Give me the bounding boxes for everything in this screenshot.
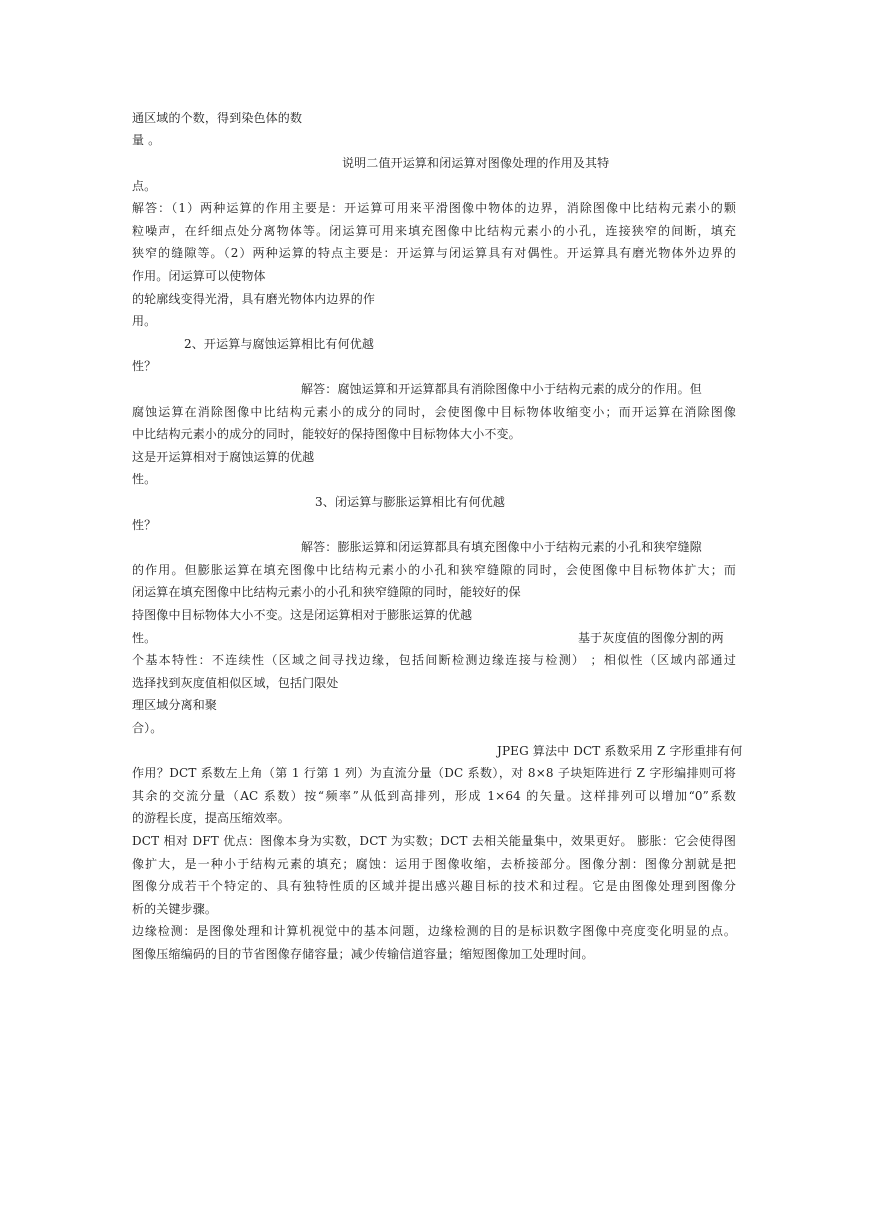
text-line: 个基本特性：不连续性（区域之间寻找边缘，包括间断检测边缘连接与检测） ；相似性（区域内部通过 (132, 653, 736, 667)
text-line: 性？ (132, 518, 157, 532)
text-line: 解答：腐蚀运算和开运算都具有消除图像中小于结构元素的成分的作用。但 (301, 382, 702, 396)
text-line: 腐蚀运算在消除图像中比结构元素小的成分的同时，会使图像中目标物体收缩变小；而开运算在消除图像 (132, 405, 736, 419)
text-line: 理区域分离和聚 (132, 698, 218, 712)
text-line: 持图像中目标物体大小不变。这是闭运算相对于膨胀运算的优越 (132, 608, 473, 622)
text-line: 的游程长度，提高压缩效率。 (132, 811, 290, 825)
text-line: 性。 (132, 631, 157, 645)
text-line: 其余的交流分量（AC 系数）按“频率”从低到高排列，形成 1×64 的矢量。这样排列可以增加“0”系数 (132, 789, 736, 803)
section-heading: 3、闭运算与膨胀运算相比有何优越 (315, 495, 506, 509)
text-line: 性？ (132, 359, 157, 373)
text-line: 狭窄的缝隙等。（2）两种运算的特点主要是：开运算与闭运算具有对偶性。开运算具有磨光物体外边界的 (132, 246, 736, 260)
text-line: 点。 (132, 179, 157, 193)
text-line: 合）。 (132, 721, 163, 735)
text-line: 边缘检测：是图像处理和计算机视觉中的基本问题，边缘检测的目的是标识数字图像中亮度变化明显的点。 (132, 924, 736, 938)
text-line: 的作用。但膨胀运算在填充图像中比结构元素小的小孔和狭窄缝隙的同时，会使图像中目标物体扩大；而 (132, 563, 736, 577)
section-heading: 基于灰度值的图像分割的两 (578, 631, 724, 645)
section-heading: JPEG 算法中 DCT 系数采用 Z 字形重排有何 (497, 744, 743, 758)
text-line: 像扩大，是一种小于结构元素的填充；腐蚀：运用于图像收缩，去桥接部分。图像分割：图像分割就是把 (132, 857, 736, 871)
section-heading: 说明二值开运算和闭运算对图像处理的作用及其特 (342, 156, 610, 170)
text-line: 粒噪声，在纤细点处分离物体等。闭运算可用来填充图像中比结构元素小的小孔，连接狭窄的间断，填充 (132, 224, 736, 238)
text-line: 作用？DCT 系数左上角（第 1 行第 1 列）为直流分量（DC 系数），对 8×8 子块矩阵进行 Z 字形编排则可将 (132, 766, 736, 780)
text-line: 析的关键步骤。 (132, 902, 218, 916)
text-line: 通区域的个数，得到染色体的数 (132, 111, 303, 125)
text-line: 解答：膨胀运算和闭运算都具有填充图像中小于结构元素的小孔和狭窄缝隙 (301, 540, 702, 554)
text-line: 用。 (132, 314, 157, 328)
text-line: 图像压缩编码的目的节省图像存储容量；减少传输信道容量；缩短图像加工处理时间。 (132, 947, 594, 961)
text-line: 选择找到灰度值相似区域，包括门限处 (132, 676, 339, 690)
text-line: 解答：（1）两种运算的作用主要是：开运算可用来平滑图像中物体的边界，消除图像中比结构元素小的颗 (132, 201, 736, 215)
text-line: 中比结构元素小的成分的同时，能较好的保持图像中目标物体大小不变。 (132, 427, 521, 441)
text-line: 图像分成若干个特定的、具有独特性质的区域并提出感兴趣目标的技术和过程。它是由图像处理到图像分 (132, 879, 736, 893)
text-line: 这是开运算相对于腐蚀运算的优越 (132, 450, 315, 464)
text-line: 闭运算在填充图像中比结构元素小的小孔和狭窄缝隙的同时，能较好的保 (132, 585, 521, 599)
text-line: 作用。闭运算可以使物体 (132, 269, 266, 283)
text-line: 量 。 (132, 133, 161, 147)
text-line: DCT 相对 DFT 优点：图像本身为实数，DCT 为实数；DCT 去相关能量集中，效果更好。 膨胀：它会使得图 (132, 834, 736, 848)
section-heading: 2、开运算与腐蚀运算相比有何优越 (184, 337, 375, 351)
text-line: 性。 (132, 472, 157, 486)
text-line: 的轮廓线变得光滑，具有磨光物体内边界的作 (132, 292, 376, 306)
